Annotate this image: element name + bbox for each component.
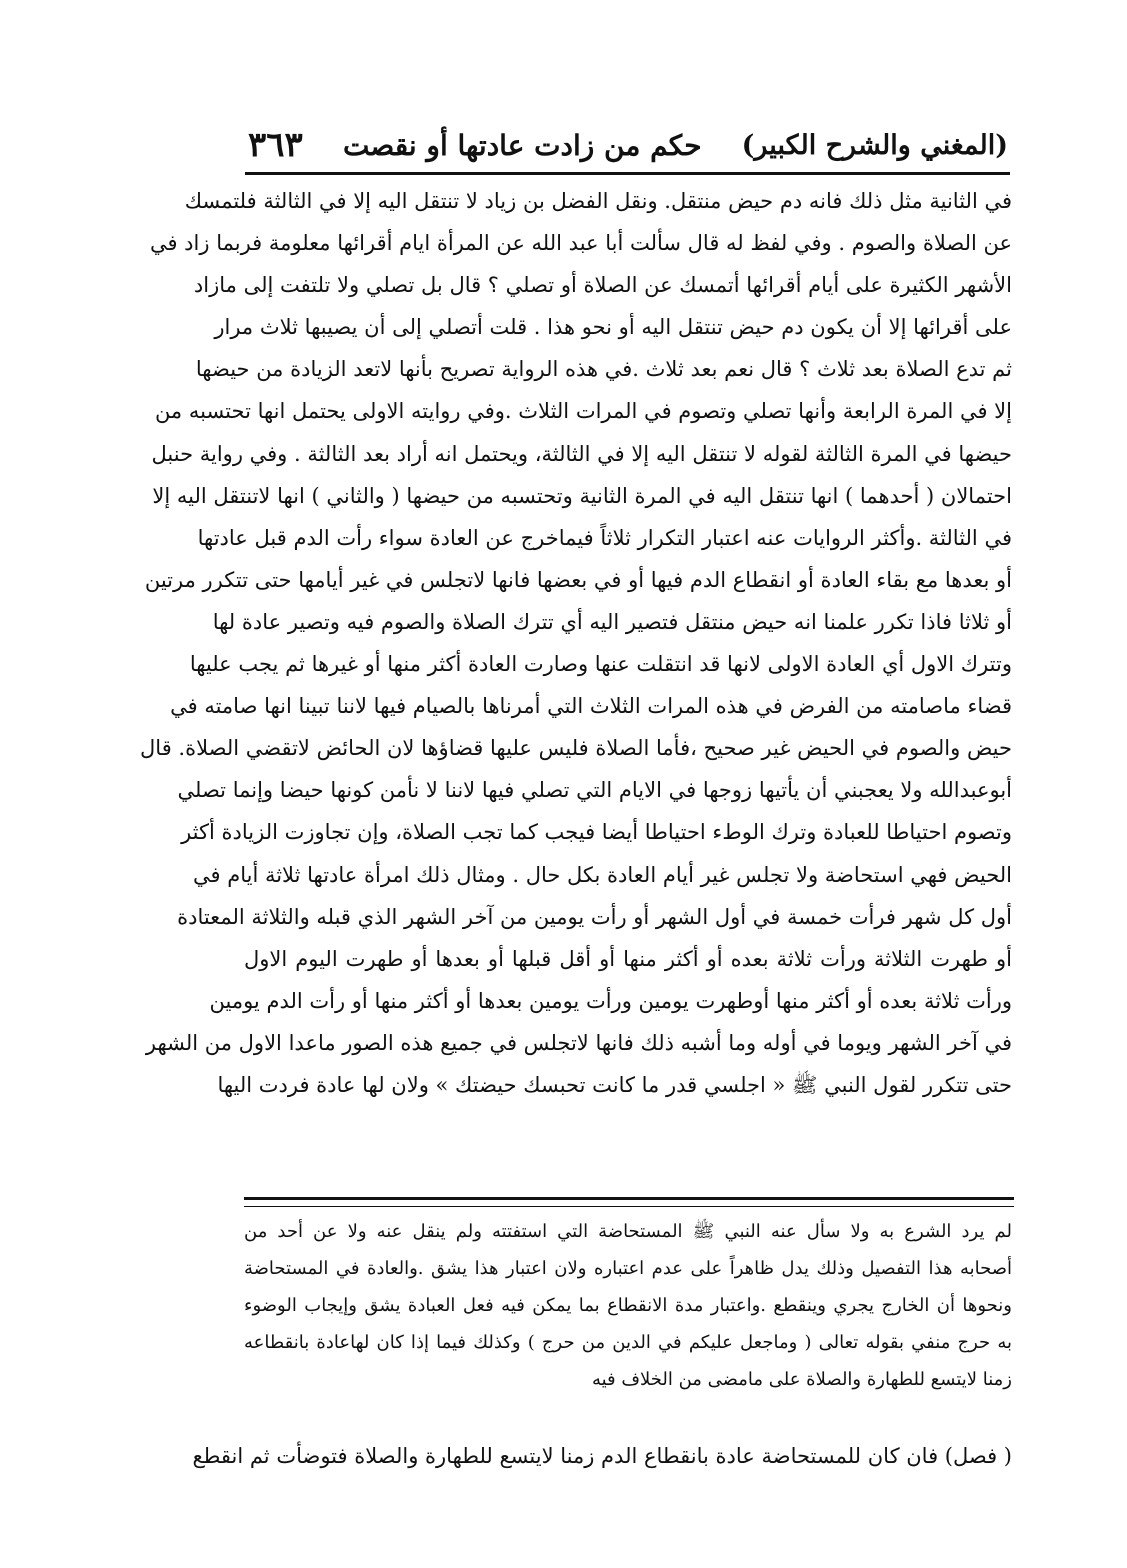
text-line: على أقرائها إلا أن يكون دم حيض تنتقل اليه أو نحو هذا . قلت أتصلي إلى أن يصيبها ثلاث مرار [214, 315, 1012, 340]
text-line: الأشهر الكثيرة على أيام أقرائها أتمسك عن الصلاة أو تصلي ؟ قال بل تصلي ولا تلتفت إلى مازاد [193, 273, 1012, 298]
text-line: احتمالان ( أحدهما ) انها تنتقل اليه في المرة الثانية وتحتسبه من حيضها ( والثاني ) انها لاتنتقل اليه إلا [152, 483, 1012, 508]
text-line: حيض والصوم في الحيض غير صحيح ،فأما الصلاة فليس عليها قضاؤها لان الحائض لاتقضي الصلاة. قال [140, 736, 1012, 761]
lower-text-line: ونحوها أن الخارج يجري وينقطع .واعتبار مدة الانقطاع بما يمكن فيه فعل العبادة يشق وإيجاب الوضوء [244, 1295, 1012, 1316]
lower-text [244, 1213, 1012, 1398]
text-line: في آخر الشهر ويوما في أوله وما أشبه ذلك فانها لاتجلس في جميع هذه الصور ماعدا الاول من الشهر [145, 1030, 1012, 1055]
text-line: أو ثلاثا فاذا تكرر علمنا انه حيض منتقل فتصير اليه أي تترك الصلاة والصوم فيه وتصير عادة لها [212, 609, 1012, 634]
section-start-line: ( فصل) فان كان للمستحاضة عادة بانقطاع الدم زمنا لايتسع للطهارة والصلاة فتوضأت ثم انقطع [192, 1444, 1012, 1468]
page-number: ٣٦٣ [248, 125, 303, 165]
main-text [140, 180, 1012, 1106]
text-line: وتصوم احتياطا للعبادة وترك الوطء احتياطا أيضا فيجب كما تجب الصلاة، وإن تجاوزت الزيادة أكثر [181, 820, 1012, 845]
lower-text-line: به حرج منفي بقوله تعالى ( وماجعل عليكم في الدين من حرج ) وكذلك فيما إذا كان لهاعادة بانقطاعه [244, 1332, 1012, 1353]
text-line: حتى تتكرر لقول النبي ﷺ « اجلسي قدر ما كانت تحبسك حيضتك » ولان لها عادة فردت اليها [217, 1072, 1012, 1097]
text-line: في الثانية مثل ذلك فانه دم حيض منتقل. ونقل الفضل بن زياد لا تنتقل اليه إلا في الثالثة فلتمسك [184, 189, 1012, 213]
book-title: (المغني والشرح الكبير) [741, 129, 1008, 161]
text-line: أو بعدها مع بقاء العادة أو انقطاع الدم فيها أو في بعضها فانها لاتجلس في غير أيامها حتى تتكرر مرتين [144, 567, 1012, 592]
section-separator [244, 1197, 1014, 1207]
lower-text-line: زمنا لايتسع للطهارة والصلاة على مامضى من الخلاف فيه [591, 1369, 1012, 1390]
page-header [248, 120, 1008, 170]
text-line: إلا في المرة الرابعة وأنها تصلي وتصوم في المرات الثلاث .وفي روايته الاولى يحتمل انها تحتسبه من [154, 399, 1012, 424]
lower-text-line: لم يرد الشرع به ولا سأل عنه النبي ﷺ المستحاضة التي استفتته ولم ينقل عنه ولا عن أحد من [244, 1221, 1012, 1242]
text-line: الحيض فهي استحاضة ولا تجلس غير أيام العادة بكل حال . ومثال ذلك امرأة عادتها ثلاثة أيام في [192, 862, 1012, 887]
header-rule [245, 172, 1010, 175]
text-line: في الثالثة .وأكثر الروايات عنه اعتبار التكرار ثلاثاً فيماخرج عن العادة سواء رأت الدم قبل عادتها [197, 525, 1012, 550]
lower-text-line: أصحابه هذا التفصيل وذلك يدل ظاهراً على عدم اعتباره ولان اعتبار هذا يشق .والعادة في المستحاضة [244, 1258, 1012, 1279]
chapter-title: حكم من زادت عادتها أو نقصت [342, 128, 702, 162]
text-line: ثم تدع الصلاة بعد ثلاث ؟ قال نعم بعد ثلاث .في هذه الرواية تصريح بأنها لاتعد الزيادة من حيضها [195, 357, 1012, 382]
text-line: أول كل شهر فرأت خمسة في أول الشهر أو رأت يومين من آخر الشهر الذي قبله والثلاثة المعتادة [177, 904, 1012, 929]
text-line: أو طهرت الثلاثة ورأت ثلاثة بعده أو أكثر منها أو أقل قبلها أو بعدها أو طهرت اليوم الاول [244, 946, 1012, 971]
text-line: عن الصلاة والصوم . وفي لفظ له قال سألت أبا عبد الله عن المرأة ايام أقرائها معلومة فربما زاد في [149, 231, 1012, 256]
text-line: ورأت ثلاثة بعده أو أكثر منها أوطهرت يومين ورأت يومين بعدها أو أكثر منها أو رأت الدم يومين [209, 988, 1012, 1013]
text-line: أبوعبدالله ولا يعجبني أن يأتيها زوجها في الايام التي تصلي فيها لاننا لا نأمن كونها حيضا وإنما تصلي [177, 778, 1012, 803]
text-line: وتترك الاول أي العادة الاولى لانها قد انتقلت عنها وصارت العادة أكثر منها أو غيرها ثم يجب عليها [189, 652, 1012, 677]
text-line: قضاء ماصامته من الفرض في هذه المرات الثلاث التي أمرناها بالصيام فيها لاننا تبينا انها صامته في [170, 694, 1012, 719]
text-line: حيضها في المرة الثالثة لقوله لا تنتقل اليه إلا في الثالثة، ويحتمل انه أراد بعد الثالثة . وفي رواية حنبل [151, 441, 1012, 466]
